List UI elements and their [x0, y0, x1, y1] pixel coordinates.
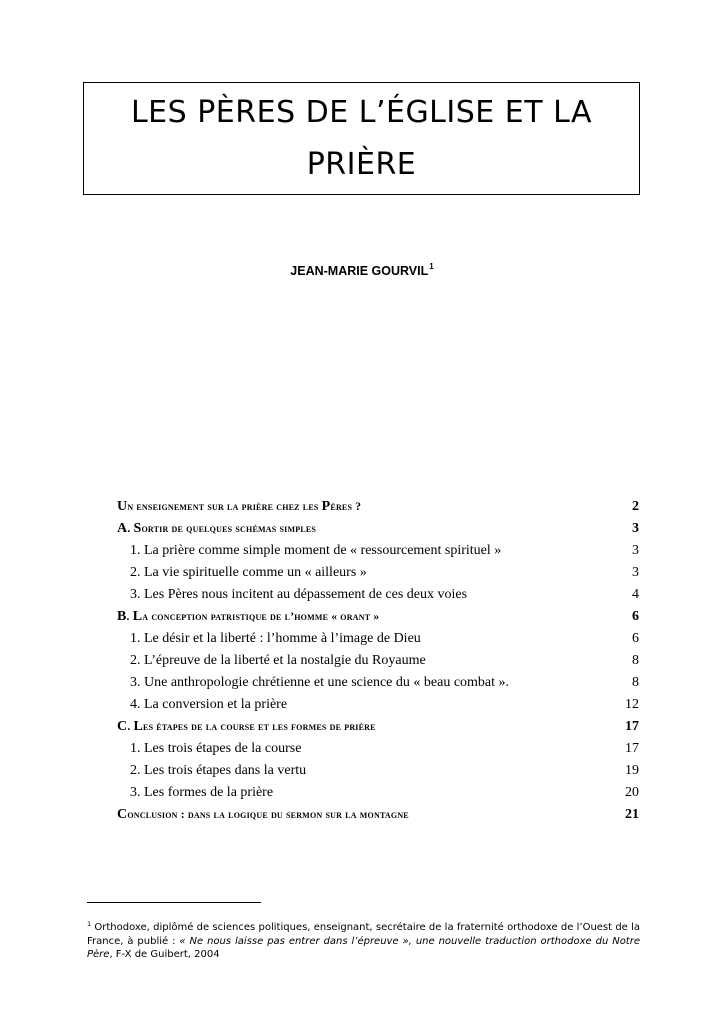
toc-entry-label: 2. L’épreuve de la liberté et la nostalgie du Royaume: [130, 653, 426, 668]
toc-entry-page: 17: [625, 719, 639, 734]
toc-entry-label: A. Sortir de quelques schémas simples: [117, 521, 317, 536]
footnote-divider: [87, 902, 261, 903]
toc-entry-page: 6: [632, 609, 639, 624]
toc-section-row[interactable]: [117, 804, 639, 826]
toc-subsection-row[interactable]: [117, 760, 639, 782]
toc-subsection-row[interactable]: [117, 562, 639, 584]
author-footnote-mark: 1: [429, 262, 434, 271]
footnote-publisher: , F-X de Guibert, 2004: [109, 949, 220, 960]
toc-entry-label: Conclusion : dans la logique du sermon sur la montagne: [117, 807, 409, 822]
toc-entry-label: B. La conception patristique de l’homme « orant »: [117, 609, 380, 624]
title-line-1: LES PÈRES DE L’ÉGLISE ET LA: [130, 95, 593, 130]
toc-section-row[interactable]: [117, 496, 639, 518]
toc-entry-label: 1. La prière comme simple moment de « ressourcement spirituel »: [130, 543, 502, 558]
toc-subsection-row[interactable]: [117, 650, 639, 672]
footnote-text: Orthodoxe, diplômé de sciences politiques, enseignant, secrétaire de la fraternité orthodoxe de l’Ouest de la France, à publié :: [87, 922, 640, 947]
author-name-text: JEAN-MARIE GOURVIL: [290, 264, 429, 278]
document-title: [83, 82, 640, 195]
toc-entry-label: C. Les étapes de la course et les formes de prière: [117, 719, 376, 734]
toc-entry-page: 17: [625, 741, 639, 756]
title-line-2: PRIÈRE: [306, 147, 417, 182]
toc-entry-label: 1. Le désir et la liberté : l’homme à l’image de Dieu: [130, 631, 421, 646]
toc-entry-page: 8: [632, 675, 639, 690]
toc-entry-page: 3: [632, 565, 639, 580]
toc-subsection-row[interactable]: [117, 584, 639, 606]
toc-section-row[interactable]: [117, 716, 639, 738]
toc-entry-page: 6: [632, 631, 639, 646]
footnote-book-title: « Ne nous laisse pas entrer dans l’épreuve », une nouvelle traduction orthodoxe du Notre Père: [87, 935, 640, 960]
toc-entry-label: 3. Une anthropologie chrétienne et une science du « beau combat ».: [130, 675, 510, 690]
table-of-contents: [117, 496, 639, 826]
toc-entry-page: 12: [625, 697, 639, 712]
toc-entry-page: 4: [632, 587, 639, 602]
toc-entry-label: 3. Les formes de la prière: [130, 785, 274, 800]
toc-entry-label: 4. La conversion et la prière: [130, 697, 288, 712]
toc-entry-label: Un enseignement sur la prière chez les Pères ?: [117, 499, 362, 514]
toc-entry-page: 20: [625, 785, 639, 800]
toc-entry-label: 2. Les trois étapes dans la vertu: [130, 763, 307, 778]
toc-subsection-row[interactable]: [117, 540, 639, 562]
toc-section-row[interactable]: [117, 518, 639, 540]
toc-section-row[interactable]: [117, 606, 639, 628]
toc-entry-page: 19: [625, 763, 639, 778]
toc-subsection-row[interactable]: [117, 738, 639, 760]
toc-entry-page: 2: [632, 499, 639, 514]
toc-entry-label: 2. La vie spirituelle comme un « ailleurs »: [130, 565, 367, 580]
toc-entry-page: 21: [625, 807, 639, 822]
toc-entry-page: 3: [632, 521, 639, 536]
toc-subsection-row[interactable]: [117, 628, 639, 650]
toc-subsection-row[interactable]: [117, 694, 639, 716]
author-name: [0, 262, 724, 278]
toc-entry-label: 3. Les Pères nous incitent au dépassement de ces deux voies: [130, 587, 468, 602]
toc-entry-page: 3: [632, 543, 639, 558]
toc-entry-page: 8: [632, 653, 639, 668]
toc-entry-label: 1. Les trois étapes de la course: [130, 741, 302, 756]
footnote: [87, 918, 640, 962]
footnote-mark: 1: [87, 920, 92, 928]
toc-subsection-row[interactable]: [117, 782, 639, 804]
toc-subsection-row[interactable]: [117, 672, 639, 694]
